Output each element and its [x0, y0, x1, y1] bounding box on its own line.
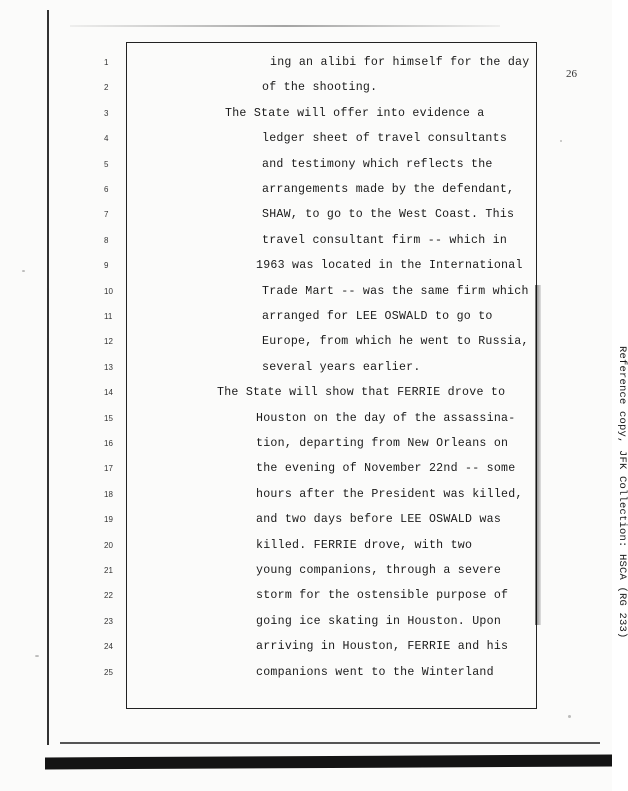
line-number: 4 — [104, 134, 109, 144]
scan-shadow — [535, 285, 541, 625]
scan-speck — [22, 270, 25, 272]
transcript-line: and testimony which reflects the — [262, 157, 493, 171]
scan-bottom-edge — [45, 755, 612, 770]
line-number: 18 — [104, 489, 113, 499]
line-number: 21 — [104, 566, 113, 575]
transcript-line: Trade Mart -- was the same firm which — [262, 284, 529, 298]
line-number: 1 — [104, 58, 109, 67]
scan-rule — [60, 742, 600, 744]
line-number: 19 — [104, 515, 113, 525]
line-number: 23 — [104, 616, 113, 626]
line-number: 17 — [104, 464, 113, 474]
line-number: 16 — [104, 439, 113, 448]
transcript-line: companions went to the Winterland — [256, 665, 494, 679]
transcript-line: of the shooting. — [262, 81, 378, 95]
transcript-line: the evening of November 22nd -- some — [256, 462, 516, 476]
line-number: 12 — [104, 337, 113, 347]
line-number: 24 — [104, 642, 113, 652]
line-number: 2 — [104, 83, 109, 93]
line-number: 10 — [104, 286, 113, 296]
transcript-line: arranged for LEE OSWALD to go to — [262, 310, 493, 323]
transcript-line: ing an alibi for himself for the day — [270, 56, 530, 69]
scan-speck — [35, 655, 39, 657]
transcript-line: several years earlier. — [262, 360, 421, 374]
line-number: 25 — [104, 667, 113, 677]
transcript-line: Europe, from which he went to Russia, — [262, 335, 529, 349]
line-number: 11 — [104, 312, 113, 321]
transcript-line: killed. FERRIE drove, with two — [256, 538, 473, 552]
line-number: 22 — [104, 591, 113, 601]
line-number: 8 — [104, 235, 109, 245]
transcript-line: 1963 was located in the International — [256, 259, 523, 273]
transcript-line: travel consultant firm -- which in — [262, 233, 508, 247]
line-number: 3 — [104, 108, 109, 118]
line-number: 7 — [104, 210, 109, 220]
transcript-line: arrangements made by the defendant, — [262, 183, 515, 196]
scan-smudge — [70, 25, 500, 27]
scan-speck — [560, 140, 562, 142]
line-number: 14 — [104, 388, 113, 398]
transcript-line: tion, departing from New Orleans on — [256, 437, 509, 450]
line-number: 5 — [104, 159, 109, 169]
page-number: 26 — [566, 68, 577, 80]
transcript-line: ledger sheet of travel consultants — [262, 132, 508, 146]
transcript-line: The State will offer into evidence a — [225, 106, 485, 120]
transcript-line: SHAW, to go to the West Coast. This — [262, 208, 515, 222]
transcript-line: going ice skating in Houston. Upon — [256, 614, 502, 628]
line-number: 20 — [104, 540, 113, 550]
transcript-line: hours after the President was killed, — [256, 487, 523, 501]
line-number: 6 — [104, 185, 109, 194]
transcript-line: arriving in Houston, FERRIE and his — [256, 640, 509, 654]
transcript-line: storm for the ostensible purpose of — [256, 589, 509, 603]
archive-reference-label: Reference copy, JFK Collection: HSCA (RG 233) — [616, 346, 628, 639]
transcript-line: Houston on the day of the assassina- — [256, 411, 516, 425]
binding-rule — [47, 10, 49, 745]
transcript-line: young companions, through a severe — [256, 564, 502, 577]
transcript-line: The State will show that FERRIE drove to — [217, 386, 506, 400]
line-number: 9 — [104, 261, 109, 271]
scan-speck — [568, 715, 571, 718]
line-number: 15 — [104, 413, 113, 423]
line-number: 13 — [104, 362, 113, 372]
transcript-line: and two days before LEE OSWALD was — [256, 513, 502, 527]
